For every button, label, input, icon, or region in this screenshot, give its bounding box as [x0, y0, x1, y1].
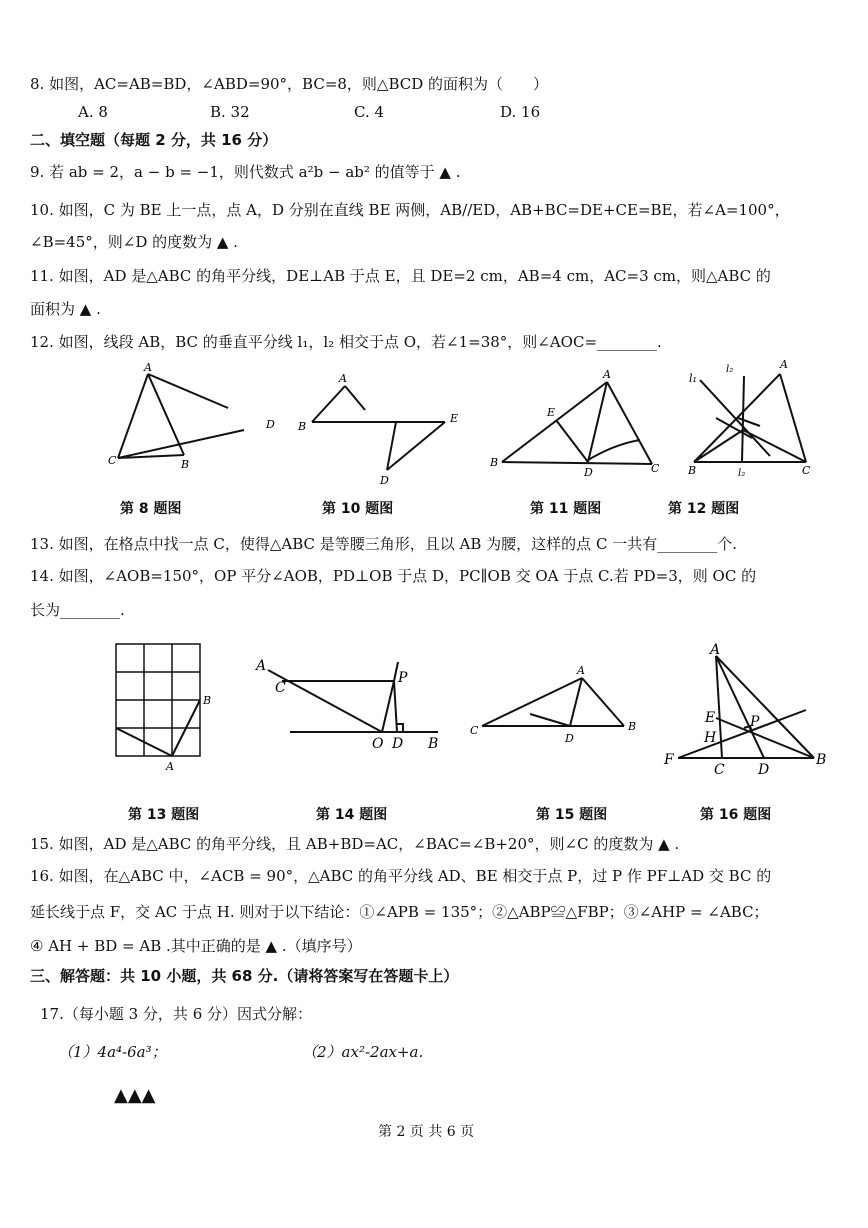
question-16-line-2: 延长线于点 F，交 AC 于点 H. 则对于以下结论：①∠APB = 135°；②△ABP≌△FBP；③∠AHP = ∠ABC； — [30, 903, 769, 921]
q17-part-2: （2）ax²-2ax+a. — [302, 1043, 424, 1061]
q17-part-1: （1）4a⁴-6a³； — [58, 1043, 167, 1061]
q8-option-a: A. 8 — [78, 103, 108, 121]
caption-fig12: 第 12 题图 — [668, 501, 740, 517]
fig15-label-c: C — [470, 724, 479, 737]
section-3-heading: 三、解答题：共 10 小题，共 68 分.（请将答案写在答题卡上） — [30, 967, 459, 985]
fig12-label-l1: l₁ — [689, 372, 697, 385]
caption-fig10: 第 10 题图 — [322, 501, 394, 517]
fig8-label-b: B — [181, 458, 190, 471]
question-13-text: 13. 如图，在格点中找一点 C，使得△ABC 是等腰三角形，且以 AB 为腰，这样的点 C 一共有________个. — [30, 535, 737, 553]
fig10-label-b: B — [298, 420, 307, 433]
fig15-label-b: B — [628, 720, 637, 733]
fig14-label-o: O — [372, 736, 384, 752]
fig14-label-b: B — [428, 736, 439, 752]
fig10-label-a: A — [339, 372, 347, 385]
question-12-text: 12. 如图，线段 AB，BC 的垂直平分线 l₁，l₂ 相交于点 O，若∠1=38°，则∠AOC=________. — [30, 333, 662, 351]
fig11-label-b: B — [490, 456, 499, 469]
section-2-heading: 二、填空题（每题 2 分，共 16 分） — [30, 131, 278, 149]
fig11-label-e: E — [547, 406, 556, 419]
fig12-label-c: C — [802, 464, 811, 477]
fig14-label-d: D — [392, 736, 404, 752]
fig11-label-d: D — [584, 466, 593, 479]
fig11-label-c: C — [651, 462, 660, 475]
question-11-line-1: 11. 如图，AD 是△ABC 的角平分线，DE⊥AB 于点 E，且 DE=2 cm，AB=4 cm，AC=3 cm，则△ABC 的 — [30, 267, 771, 285]
caption-fig16: 第 16 题图 — [700, 807, 772, 823]
fig14-label-c: C — [275, 680, 286, 696]
fig12-label-a: A — [780, 358, 788, 371]
answer-placeholder-triangles: ▲▲▲ — [114, 1085, 156, 1106]
fig14-label-a: A — [256, 658, 267, 674]
question-14-line-2: 长为________. — [30, 601, 125, 619]
figure-16 — [0, 636, 868, 786]
question-8-text: 8. 如图，AC=AB=BD，∠ABD=90°，BC=8，则△BCD 的面积为（ ） — [30, 75, 549, 93]
question-16-line-3: ④ AH + BD = AB .其中正确的是 ▲ .（填序号） — [30, 937, 362, 955]
fig8-label-a: A — [144, 361, 152, 374]
question-15-text: 15. 如图，AD 是△ABC 的角平分线，且 AB+BD=AC，∠BAC=∠B+20°，则∠C 的度数为 ▲ . — [30, 835, 680, 853]
fig15-label-a: A — [577, 664, 585, 677]
question-16-line-1: 16. 如图，在△ABC 中，∠ACB = 90°，△ABC 的角平分线 AD、BE 相交于点 P，过 P 作 PF⊥AD 交 BC 的 — [30, 867, 772, 885]
fig16-label-p: P — [750, 714, 760, 730]
fig16-label-b: B — [816, 752, 827, 768]
fig12-label-l2: l₂ — [738, 468, 746, 479]
question-10-line-1: 10. 如图，C 为 BE 上一点，点 A，D 分别在直线 BE 两侧，AB//ED，AB+BC=DE+CE=BE，若∠A=100°， — [30, 201, 790, 219]
caption-fig15: 第 15 题图 — [536, 807, 608, 823]
caption-fig8: 第 8 题图 — [120, 501, 182, 517]
q8-option-b: B. 32 — [210, 103, 250, 121]
fig10-label-d: D — [380, 474, 389, 487]
fig13-label-a: A — [166, 760, 174, 773]
question-14-line-1: 14. 如图，∠AOB=150°，OP 平分∠AOB，PD⊥OB 于点 D，PC∥OB 交 OA 于点 C.若 PD=3，则 OC 的 — [30, 567, 757, 585]
question-10-line-2: ∠B=45°，则∠D 的度数为 ▲ . — [30, 233, 238, 251]
fig12-label-l2-top: l₂ — [726, 364, 734, 375]
fig16-label-a: A — [710, 642, 721, 658]
fig11-label-a: A — [603, 368, 611, 381]
caption-fig13: 第 13 题图 — [128, 807, 200, 823]
fig10-label-e: E — [450, 412, 459, 425]
question-9-text: 9. 若 ab = 2，a − b = −1，则代数式 a²b − ab² 的值等于 ▲ . — [30, 163, 461, 181]
question-11-line-2: 面积为 ▲ . — [30, 300, 101, 318]
fig8-label-c: C — [108, 454, 117, 467]
q8-option-d: D. 16 — [500, 103, 541, 121]
caption-fig11: 第 11 题图 — [530, 501, 602, 517]
fig12-label-b: B — [688, 464, 697, 477]
page-footer: 第 2 页 共 6 页 — [378, 1124, 475, 1140]
figure-12 — [0, 360, 868, 500]
fig14-label-p: P — [398, 670, 408, 686]
fig16-label-h: H — [704, 730, 717, 746]
fig15-label-d: D — [565, 732, 574, 745]
question-17-text: 17.（每小题 3 分，共 6 分）因式分解： — [40, 1005, 313, 1023]
fig8-label-d: D — [266, 418, 275, 431]
q8-option-c: C. 4 — [354, 103, 385, 121]
fig16-label-e: E — [705, 710, 716, 726]
fig16-label-d: D — [758, 762, 770, 778]
fig16-label-c: C — [714, 762, 725, 778]
caption-fig14: 第 14 题图 — [316, 807, 388, 823]
fig16-label-f: F — [664, 752, 674, 768]
fig13-label-b: B — [203, 694, 212, 707]
